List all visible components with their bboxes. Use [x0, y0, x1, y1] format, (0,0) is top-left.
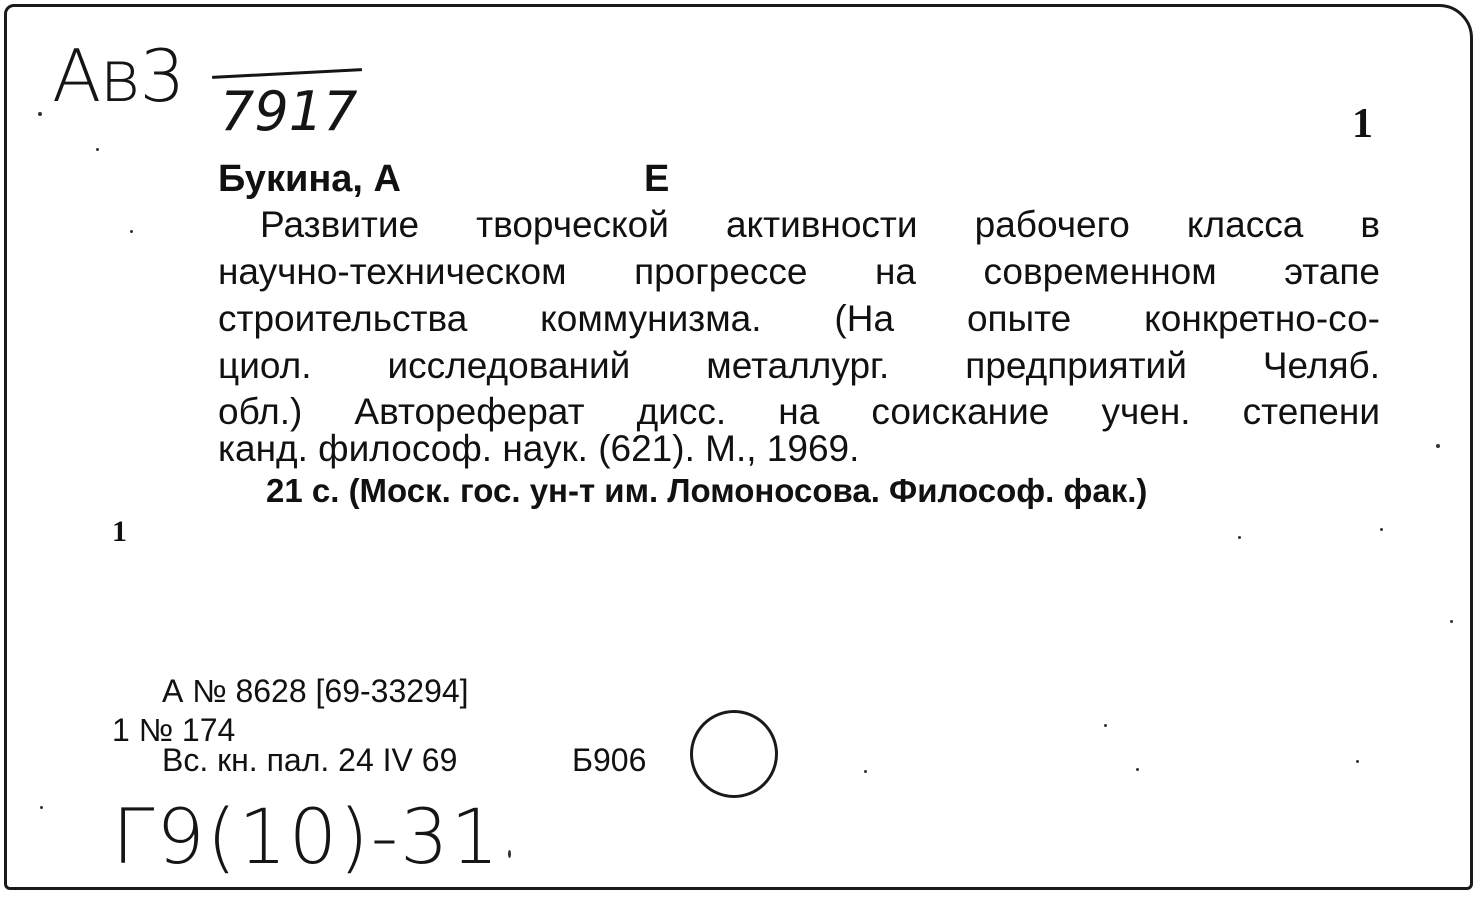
title-line: циол. исследований металлург. предприятий Челяб. — [218, 345, 1380, 386]
handwritten-classification: Г9(10)-31 — [112, 792, 501, 881]
scan-speck — [130, 230, 133, 233]
scan-speck — [96, 148, 99, 151]
card-number: 1 — [1352, 101, 1373, 147]
scan-speck — [1238, 536, 1241, 539]
handwritten-shelfmark-prefix: Ав3 — [52, 34, 184, 118]
scan-speck — [508, 850, 511, 858]
collation-note: 21 с. (Моск. гос. ун-т им. Ломоносова. Философ. фак.) — [266, 472, 1148, 509]
inventory-number: А № 8628 [69-33294] — [162, 673, 469, 709]
title-line: обл.) Автореферат дисс. на соискание учен. степени — [218, 391, 1380, 432]
title-line: Развитие творческой активности рабочего класса в — [260, 204, 1380, 245]
order-code: Б906 — [572, 742, 647, 778]
title-line-last: канд. философ. наук. (621). М., 1969. — [218, 428, 860, 469]
handwritten-shelfmark-number: 7917 — [220, 80, 358, 143]
author-name: Букина, А — [218, 158, 401, 200]
title-line: научно-техническом прогрессе на современном этапе — [218, 251, 1380, 292]
scan-speck — [1450, 620, 1453, 623]
scan-speck — [1380, 528, 1383, 531]
scan-speck — [1356, 760, 1359, 763]
scan-speck — [38, 112, 42, 116]
book-chamber-note: Вс. кн. пал. 24 IV 69 — [162, 742, 458, 778]
scan-speck — [1436, 444, 1440, 448]
scan-speck — [1136, 768, 1139, 771]
registry-number: 1 № 174 — [112, 712, 236, 748]
scan-speck — [864, 770, 867, 773]
title-line: строительства коммунизма. (На опыте конкретно-со- — [218, 298, 1380, 339]
author-initial: Е — [644, 158, 670, 200]
punch-hole — [690, 710, 778, 798]
scan-speck — [1104, 724, 1107, 727]
scan-speck — [40, 806, 43, 809]
copy-count: 1 — [112, 515, 127, 548]
